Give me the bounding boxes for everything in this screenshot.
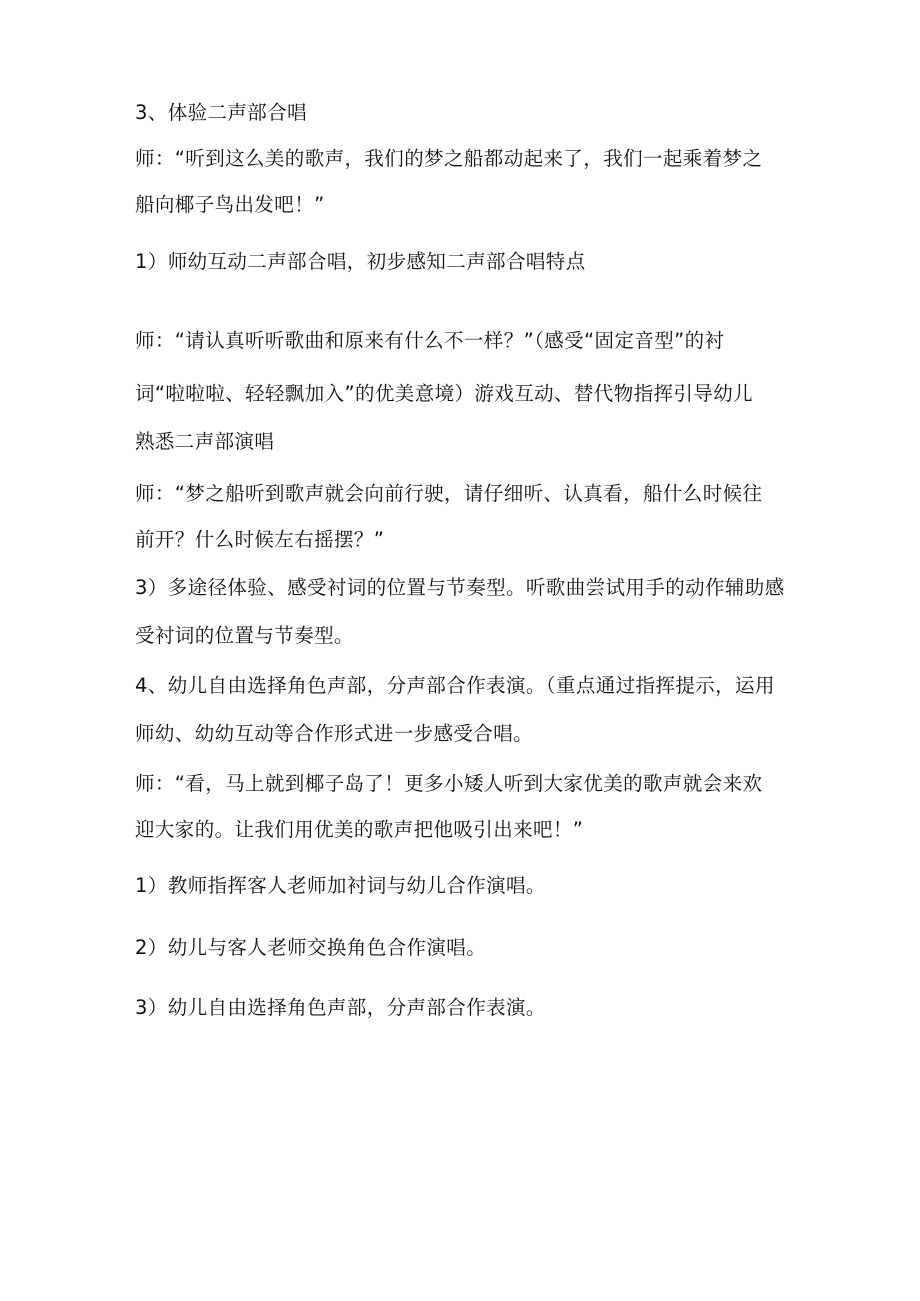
sub-item-1: 1）师幼互动二声部合唱，初步感知二声部合唱特点 (135, 250, 586, 273)
sub-item-3: 3）多途径体验、感受衬词的位置与节奏型。听歌曲尝试用手的动作辅助感 (135, 576, 785, 599)
paragraph-line: 师幼、幼幼互动等合作形式进一步感受合唱。 (135, 722, 534, 745)
sub-item-2: 2）幼儿与客人老师交换角色合作演唱。 (135, 936, 487, 959)
paragraph-line: 船向椰子鸟出发吧！” (135, 193, 325, 216)
paragraph-line: 师：“请认真听听歌曲和原来有什么不一样？”（感受“固定音型”的衬 (135, 329, 725, 352)
paragraph-line: 词“啦啦啦、轻轻飘加入”的优美意境）游戏互动、替代物指挥引导幼儿 (135, 382, 754, 405)
sub-item-1: 1）教师指挥客人老师加衬词与幼儿合作演唱。 (135, 874, 546, 897)
section-heading-3: 3、体验二声部合唱 (135, 101, 308, 124)
paragraph-line: 熟悉二声部演唱 (135, 430, 275, 453)
sub-item-3: 3）幼儿自由选择角色声部，分声部合作表演。 (135, 996, 546, 1019)
paragraph-line: 师：“梦之船听到歌声就会向前行驶，请仔细听、认真看，船什么时候往 (135, 482, 763, 505)
paragraph-line: 师：“看，马上就到椰子岛了！更多小矮人听到大家优美的歌声就会来欢 (135, 772, 763, 795)
paragraph-line: 师：“听到这么美的歌声，我们的梦之船都动起来了，我们一起乘着梦之 (135, 147, 763, 170)
section-heading-4: 4、幼儿自由选择角色声部，分声部合作表演。（重点通过指挥提示，运用 (135, 674, 775, 697)
paragraph-line: 受衬词的位置与节奏型。 (135, 624, 354, 647)
paragraph-line: 迎大家的。让我们用优美的歌声把他吸引出来吧！” (135, 818, 584, 841)
paragraph-line: 前开？什么时候左右摇摆？” (135, 528, 385, 551)
